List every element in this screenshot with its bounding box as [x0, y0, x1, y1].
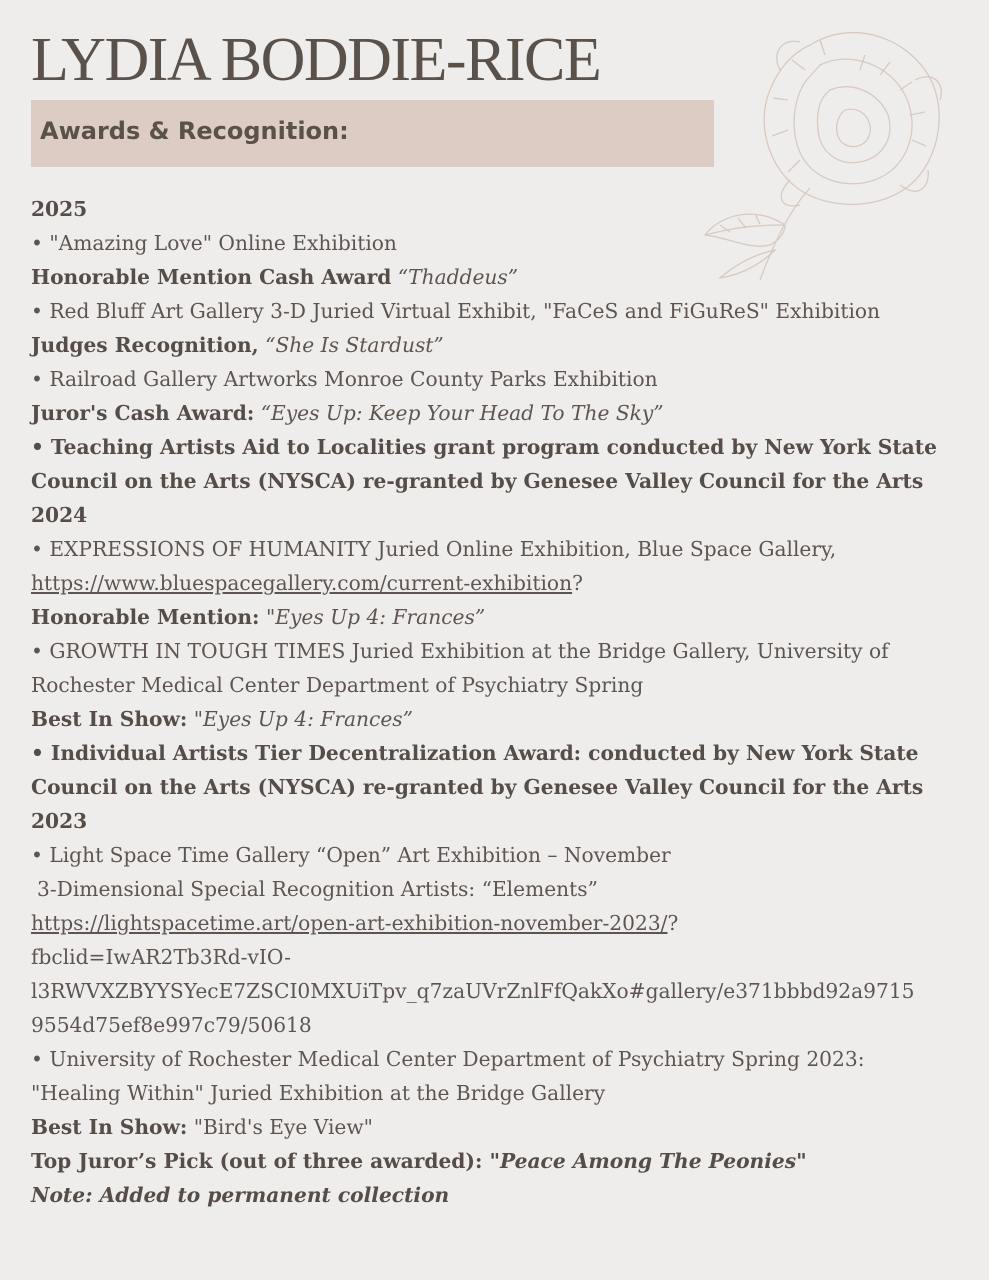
award-line	[31, 702, 951, 736]
award-label: Judges Recognition,	[31, 333, 259, 357]
artwork-title: “Eyes Up: Keep Your Head To The Sky”	[260, 401, 664, 425]
grant-line: • Teaching Artists Aid to Localities grant program conducted by New York State	[31, 435, 937, 459]
award-label: Honorable Mention Cash Award	[31, 265, 392, 289]
list-item: • EXPRESSIONS OF HUMANITY Juried Online Exhibition, Blue Space Gallery,	[31, 537, 837, 561]
list-item: • Railroad Gallery Artworks Monroe County Parks Exhibition	[31, 367, 658, 391]
award-line	[31, 1110, 951, 1144]
award-label: Top Juror’s Pick (out of three awarded): "	[31, 1149, 500, 1173]
year-heading-2024: 2024	[31, 503, 88, 527]
list-item: "Healing Within" Juried Exhibition at the Bridge Gallery	[31, 1081, 606, 1105]
artwork-title: Eyes Up 4: Frances”	[203, 707, 413, 731]
exhibition-link[interactable]: https://lightspacetime.art/open-art-exhibition-november-2023/	[31, 911, 668, 935]
list-item: • University of Rochester Medical Center Department of Psychiatry Spring 2023:	[31, 1047, 865, 1071]
url-line: l3RWVXZBYYSYecE7ZSCI0MXUiTpv_q7zaUVrZnlFfQakXo#gallery/e371bbbd92a9715	[31, 979, 915, 1003]
award-line	[31, 328, 951, 362]
link-line	[31, 566, 951, 600]
award-line	[31, 260, 951, 294]
artwork-title: Eyes Up 4: Frances”	[275, 605, 486, 629]
list-item: Rochester Medical Center Department of Psychiatry Spring	[31, 673, 644, 697]
list-item: • GROWTH IN TOUGH TIMES Juried Exhibition at the Bridge Gallery, University of	[31, 639, 889, 663]
grant-line: Council on the Arts (NYSCA) re-granted by Genesee Valley Council for the Arts	[31, 469, 924, 493]
artwork-title: “She Is Stardust”	[265, 333, 444, 357]
link-suffix: ?	[667, 911, 679, 935]
award-line	[31, 396, 951, 430]
list-item: 3-Dimensional Special Recognition Artists: “Elements”	[37, 877, 598, 901]
quote-mark: "	[265, 605, 276, 629]
awards-list	[31, 192, 951, 1212]
award-line	[31, 600, 951, 634]
list-item: • Red Bluff Art Gallery 3-D Juried Virtual Exhibit, "FaCeS and FiGuReS" Exhibition	[31, 299, 881, 323]
artwork-title: "Bird's Eye View"	[193, 1115, 373, 1139]
quote-mark: "	[796, 1149, 807, 1173]
award-label: Best In Show:	[31, 1115, 188, 1139]
note-line: Note: Added to permanent collection	[31, 1183, 450, 1207]
url-line: 9554d75ef8e997c79/50618	[31, 1013, 312, 1037]
link-suffix: ?	[572, 571, 583, 595]
year-heading-2025: 2025	[31, 197, 88, 221]
link-line	[31, 906, 951, 940]
award-label: Juror's Cash Award:	[31, 401, 255, 425]
list-item: • "Amazing Love" Online Exhibition	[31, 231, 397, 255]
grant-line: • Individual Artists Tier Decentralization Award: conducted by New York State	[31, 741, 919, 765]
artwork-title: Peace Among The Peonies	[499, 1149, 797, 1173]
grant-line: Council on the Arts (NYSCA) re-granted by Genesee Valley Council for the Arts	[31, 775, 924, 799]
exhibition-link[interactable]: https://www.bluespacegallery.com/current-exhibition	[31, 571, 573, 595]
artist-name: LYDIA BODDIE-RICE	[31, 26, 601, 94]
award-label: Honorable Mention:	[31, 605, 260, 629]
url-line: fbclid=IwAR2Tb3Rd-vIO-	[31, 945, 291, 969]
artwork-title: “Thaddeus”	[397, 265, 519, 289]
award-line	[31, 1144, 951, 1178]
year-heading-2023: 2023	[31, 809, 88, 833]
award-label: Best In Show:	[31, 707, 188, 731]
list-item: • Light Space Time Gallery “Open” Art Exhibition – November	[31, 843, 671, 867]
section-title: Awards & Recognition:	[40, 117, 349, 145]
quote-mark: "	[193, 707, 204, 731]
